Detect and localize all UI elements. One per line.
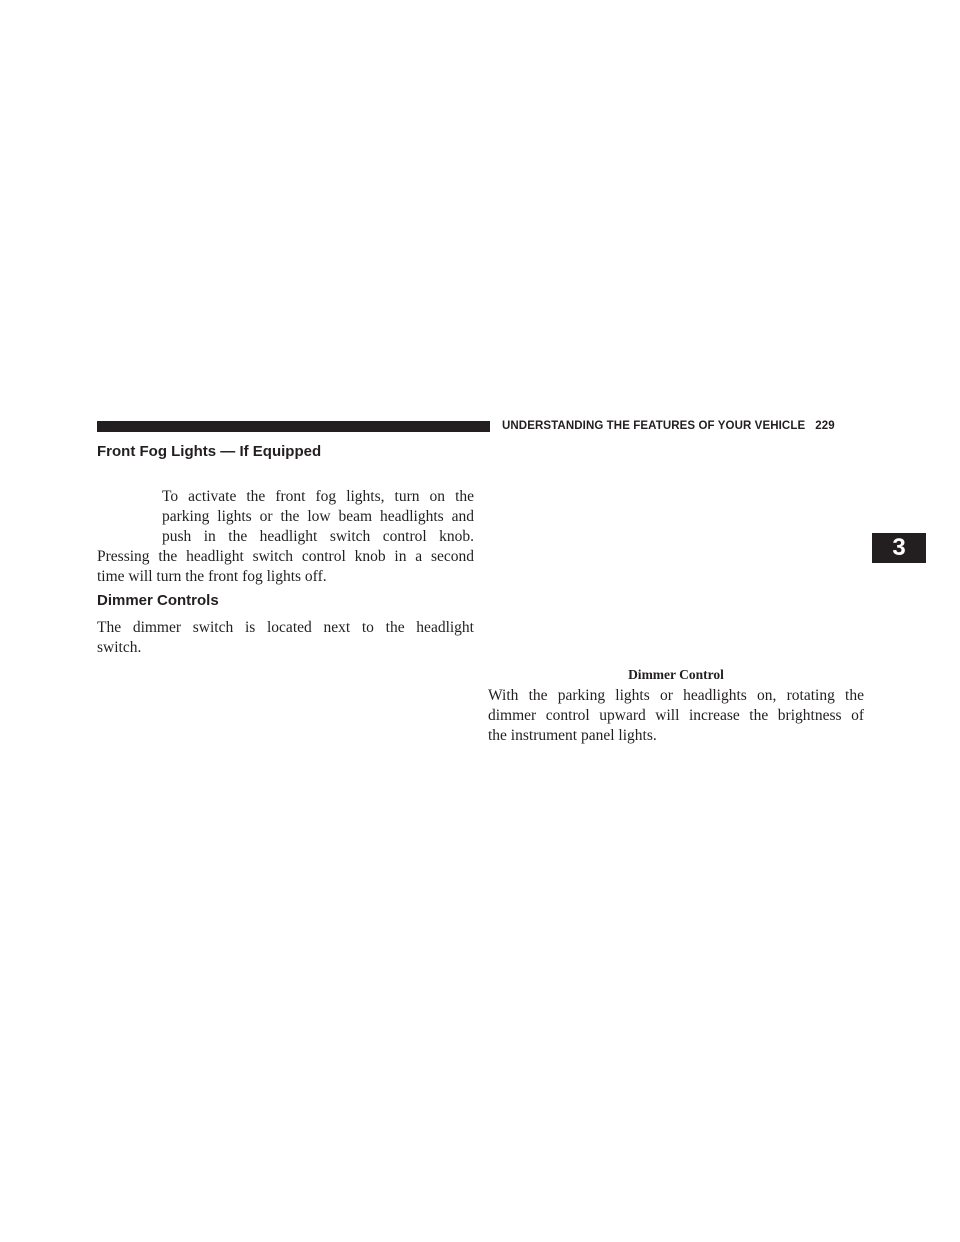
header-rule bbox=[97, 421, 490, 432]
text-line: To activate the front fog lights, turn on the bbox=[162, 488, 474, 505]
front-fog-light-icon bbox=[97, 489, 157, 547]
text-line: push in the headlight switch control knob. bbox=[162, 528, 474, 545]
text-line: switch. bbox=[97, 639, 142, 656]
text-line: The dimmer switch is located next to the headlight bbox=[97, 619, 474, 636]
chapter-title: UNDERSTANDING THE FEATURES OF YOUR VEHICLE bbox=[502, 420, 806, 432]
fog-paragraph-full bbox=[97, 547, 474, 587]
text-line: Pressing the headlight switch control knob in a second bbox=[97, 548, 474, 565]
text-line: time will turn the front fog lights off. bbox=[97, 568, 327, 585]
section-heading-fog-lights: Front Fog Lights — If Equipped bbox=[97, 443, 322, 460]
fog-paragraph-indented bbox=[162, 487, 474, 547]
section-heading-dimmer-controls: Dimmer Controls bbox=[97, 592, 219, 609]
dimmer-control-figure bbox=[488, 460, 864, 660]
text-line: parking lights or the low beam headlights and bbox=[162, 508, 474, 525]
running-header bbox=[502, 420, 835, 432]
dimmer-paragraph bbox=[97, 618, 474, 658]
text-line: dimmer control upward will increase the brightness of bbox=[488, 707, 864, 724]
text-line: the instrument panel lights. bbox=[488, 727, 657, 744]
figure-caption: Dimmer Control bbox=[628, 667, 724, 682]
dimmer-description-paragraph bbox=[488, 686, 864, 746]
text-line: With the parking lights or headlights on, rotating the bbox=[488, 687, 864, 704]
chapter-tab: 3 bbox=[872, 533, 926, 563]
page-number: 229 bbox=[815, 420, 835, 432]
